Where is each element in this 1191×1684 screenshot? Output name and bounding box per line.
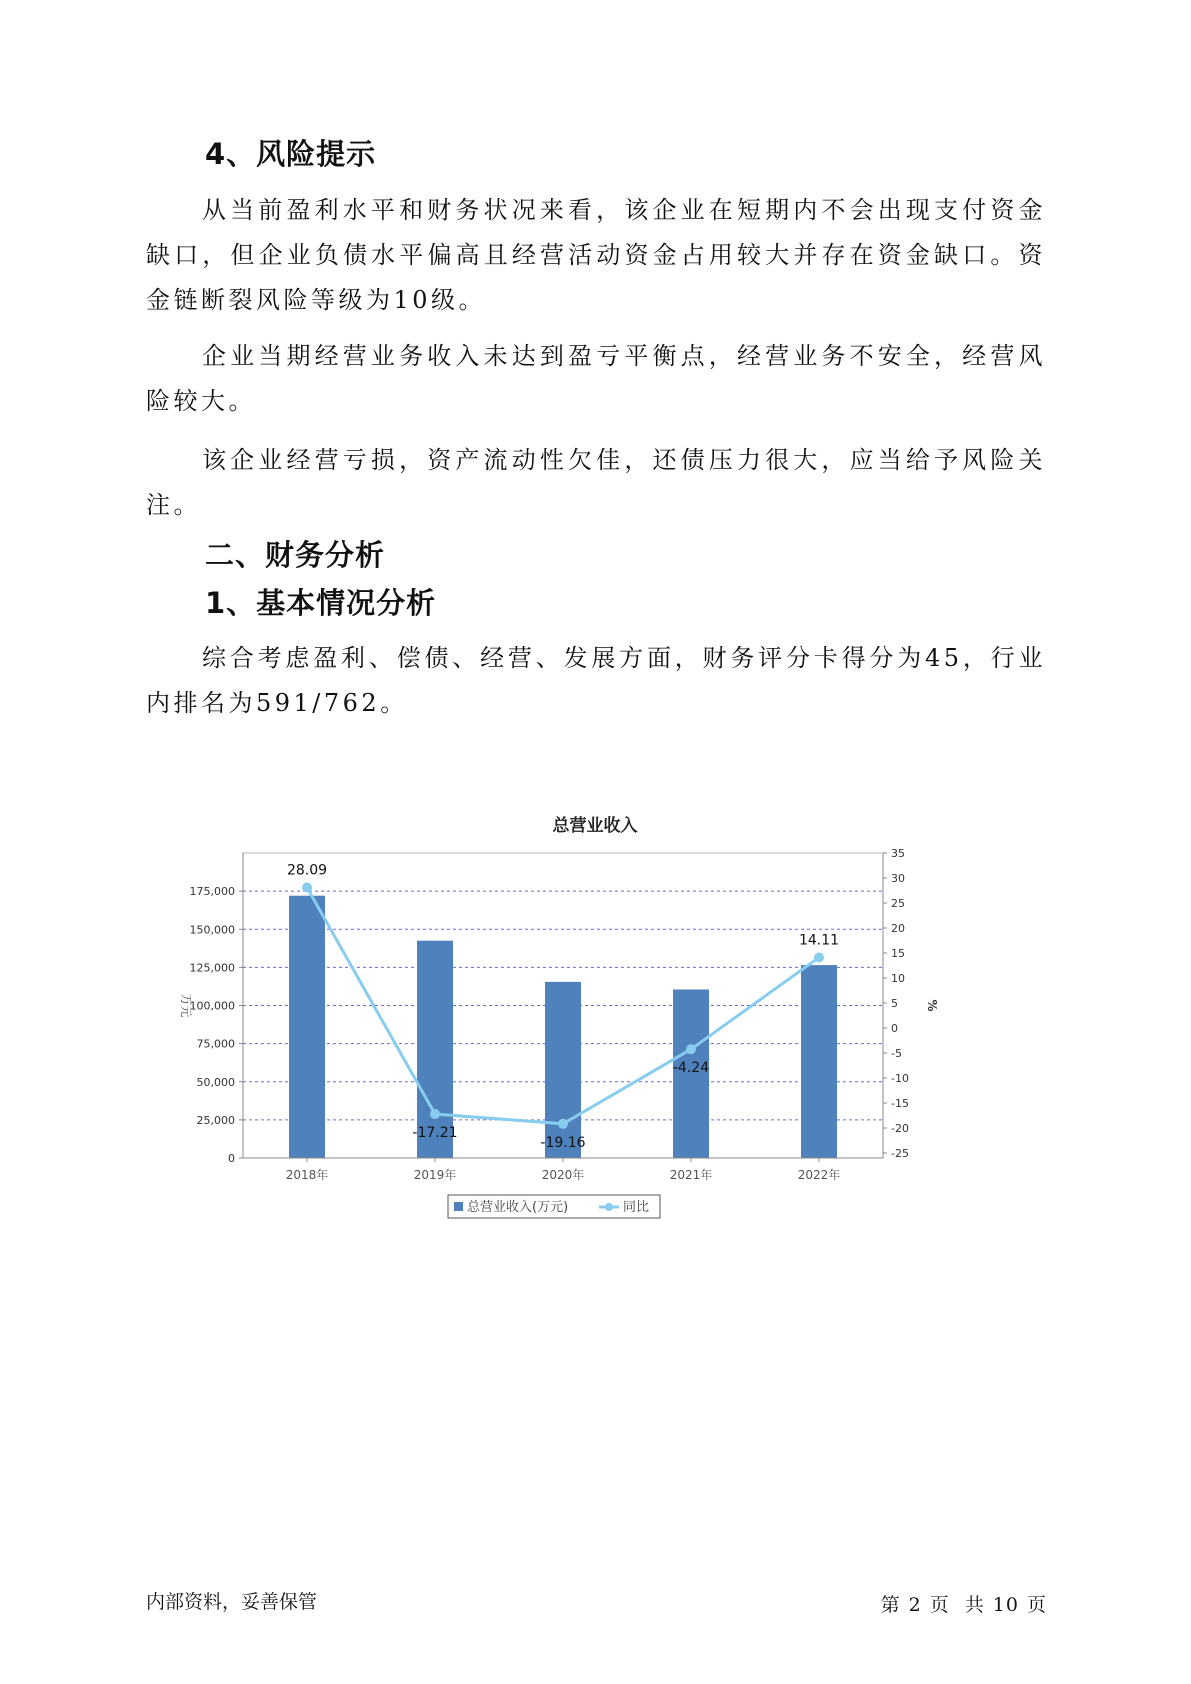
chart-legend	[448, 1195, 660, 1218]
y-right-tick-label: 35	[891, 847, 905, 860]
total-pages: 10	[992, 1594, 1019, 1616]
yoy-point-2019年	[430, 1109, 440, 1119]
legend-line-marker	[605, 1203, 613, 1211]
y-right-tick-label: -10	[891, 1072, 909, 1085]
y-right-tick-label: 10	[891, 972, 905, 985]
yoy-label-2021年: -4.24	[672, 1060, 710, 1077]
page-number: 2	[908, 1594, 922, 1616]
yoy-label-2019年: -17.21	[412, 1125, 458, 1142]
y-axis-left-label: 万元	[179, 993, 193, 1018]
y-left-tick-label: 75,000	[196, 1037, 235, 1051]
risk-paragraph-1: 从当前盈利水平和财务状况来看，该企业在短期内不会出现支付资金缺口，但企业负债水平偏高且经营活动资金占用较大并存在资金缺口。资金链断裂风险等级为10级。	[146, 196, 1046, 314]
y-left-tick-label: 175,000	[189, 885, 235, 899]
legend-bar-swatch	[454, 1202, 463, 1211]
yoy-label-2018年: 28.09	[286, 862, 328, 879]
y-left-tick-label: 150,000	[189, 923, 235, 937]
y-left-tick-label: 50,000	[196, 1075, 235, 1089]
total-unit: 页	[1026, 1594, 1047, 1616]
y-right-tick-label: 30	[891, 872, 905, 885]
yoy-label-2022年: 14.11	[798, 932, 840, 949]
x-tick-label: 2020年	[541, 1168, 585, 1182]
y-left-tick-label: 125,000	[189, 961, 235, 975]
y-right-tick-label: -15	[891, 1097, 909, 1110]
yoy-point-2018年	[302, 883, 312, 893]
x-tick-label: 2021年	[669, 1168, 713, 1182]
y-left-tick-label: 100,000	[189, 999, 235, 1013]
bar-2018年	[289, 896, 325, 1158]
y-right-tick-label: 15	[891, 947, 905, 960]
footer-confidential: 内部资料，妥善保管	[146, 1591, 318, 1613]
bar-2020年	[545, 982, 581, 1158]
risk-paragraph-3: 该企业经营亏损，资产流动性欠佳，还债压力很大，应当给予风险关注。	[146, 446, 1046, 519]
revenue-chart-svg	[170, 800, 980, 1260]
y-right-tick-label: -25	[891, 1147, 909, 1160]
risk-heading: 4、风险提示	[205, 137, 377, 171]
y-axis-right-label: %	[925, 999, 939, 1012]
y-right-tick-label: 25	[891, 897, 905, 910]
risk-paragraph-2: 企业当期经营业务收入未达到盈亏平衡点，经营业务不安全，经营风险较大。	[146, 342, 1046, 415]
bar-2022年	[801, 965, 837, 1158]
y-left-tick-label: 0	[228, 1152, 235, 1165]
page-unit: 页	[929, 1594, 950, 1616]
chart-title: 总营业收入	[552, 816, 638, 836]
finance-heading: 二、财务分析	[205, 538, 386, 572]
footer-page-number	[877, 1590, 1051, 1617]
yoy-point-2020年	[558, 1119, 568, 1129]
basic-heading: 1、基本情况分析	[205, 586, 437, 620]
y-left-tick-label: 25,000	[196, 1113, 235, 1127]
y-right-tick-label: 20	[891, 922, 905, 935]
legend-bar-label: 总营业收入(万元)	[467, 1200, 569, 1215]
yoy-label-2020年: -19.16	[540, 1134, 586, 1151]
x-tick-label: 2022年	[797, 1168, 841, 1182]
legend-line-label: 同比	[623, 1200, 650, 1215]
x-tick-label: 2019年	[413, 1168, 457, 1182]
y-right-tick-label: -20	[891, 1122, 909, 1135]
y-right-tick-label: -5	[891, 1047, 902, 1060]
total-prefix: 共	[964, 1594, 985, 1616]
revenue-chart	[170, 800, 980, 1260]
basic-paragraph: 综合考虑盈利、偿债、经营、发展方面，财务评分卡得分为45，行业内排名为591/762。	[146, 644, 1046, 717]
y-right-tick-label: 0	[891, 1022, 898, 1035]
yoy-point-2021年	[686, 1044, 696, 1054]
x-tick-label: 2018年	[285, 1168, 329, 1182]
page-prefix: 第	[880, 1594, 901, 1616]
yoy-point-2022年	[814, 952, 824, 962]
y-right-tick-label: 5	[891, 997, 898, 1010]
